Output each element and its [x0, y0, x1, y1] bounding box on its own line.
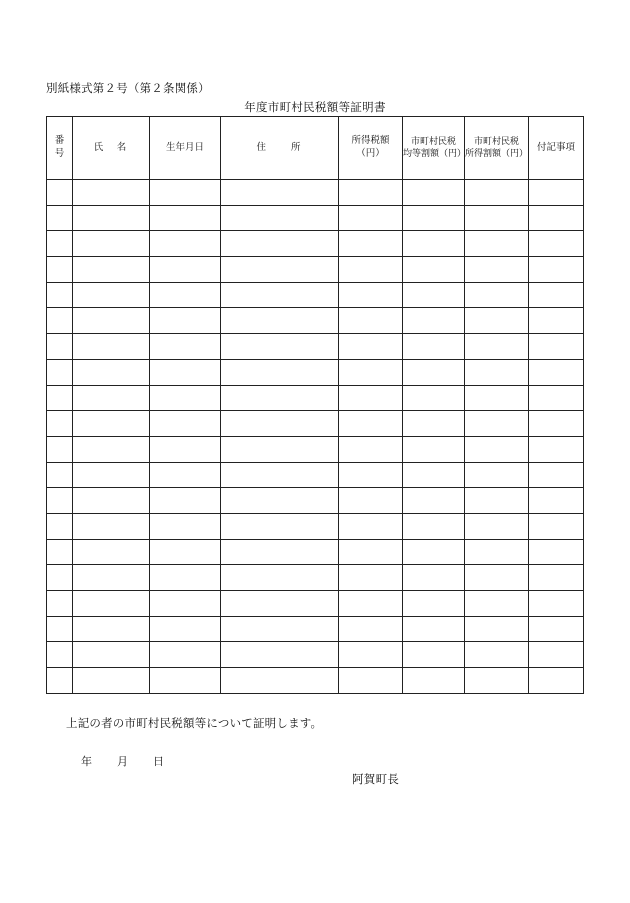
col-header-per-capita-levy: [403, 117, 465, 180]
table-cell: [465, 616, 529, 642]
table-cell: [529, 591, 584, 617]
table-cell: [221, 411, 339, 437]
table-cell: [465, 308, 529, 334]
table-cell: [339, 616, 403, 642]
table-row: [47, 513, 584, 539]
table-cell: [221, 180, 339, 206]
table-cell: [339, 334, 403, 360]
table-cell: [465, 488, 529, 514]
table-cell: [403, 513, 465, 539]
table-cell: [73, 436, 150, 462]
table-cell: [47, 642, 73, 668]
table-cell: [403, 334, 465, 360]
table-cell: [73, 385, 150, 411]
table-cell: [47, 205, 73, 231]
table-cell: [403, 359, 465, 385]
header-line: 生年月日: [165, 141, 204, 153]
table-cell: [47, 385, 73, 411]
table-cell: [339, 513, 403, 539]
table-cell: [529, 282, 584, 308]
table-cell: [150, 642, 221, 668]
table-cell: [339, 436, 403, 462]
table-row: [47, 231, 584, 257]
date-day-label: 日: [153, 755, 164, 768]
table-cell: [465, 436, 529, 462]
table-row: [47, 205, 584, 231]
header-line: 均等割額（円）: [403, 149, 467, 159]
table-cell: [465, 462, 529, 488]
table-cell: [403, 205, 465, 231]
table-row: [47, 539, 584, 565]
col-header-remarks: [529, 117, 584, 180]
header-line: 番: [54, 135, 65, 147]
table-cell: [529, 411, 584, 437]
table-cell: [73, 488, 150, 514]
table-cell: [221, 231, 339, 257]
table-cell: [221, 257, 339, 283]
table-cell: [73, 282, 150, 308]
table-cell: [221, 668, 339, 694]
table-row: [47, 257, 584, 283]
table-cell: [221, 488, 339, 514]
date-year-label: 年: [81, 755, 92, 768]
table-cell: [73, 616, 150, 642]
table-cell: [150, 565, 221, 591]
table-cell: [150, 616, 221, 642]
table-cell: [403, 231, 465, 257]
table-cell: [339, 462, 403, 488]
table-cell: [47, 591, 73, 617]
header-line: 号: [54, 148, 65, 159]
table-cell: [339, 411, 403, 437]
table-cell: [465, 334, 529, 360]
document-title: 年度市町村民税額等証明書: [244, 100, 386, 114]
col-header-birthdate: [150, 117, 221, 180]
header-line: 市町村民税: [473, 136, 519, 147]
table-row: [47, 385, 584, 411]
table-cell: [465, 231, 529, 257]
table-cell: [150, 359, 221, 385]
table-row: [47, 308, 584, 334]
table-cell: [339, 282, 403, 308]
table-cell: [150, 257, 221, 283]
table-cell: [150, 539, 221, 565]
table-cell: [150, 488, 221, 514]
table-cell: [465, 668, 529, 694]
table-cell: [150, 411, 221, 437]
header-line: 所得割額（円）: [465, 149, 529, 159]
table-cell: [465, 539, 529, 565]
table-cell: [221, 642, 339, 668]
header-line: 所得税額: [351, 135, 390, 147]
table-cell: [73, 205, 150, 231]
table-cell: [47, 231, 73, 257]
table-cell: [150, 436, 221, 462]
table-cell: [221, 539, 339, 565]
table-cell: [529, 539, 584, 565]
table-cell: [339, 488, 403, 514]
table-cell: [47, 334, 73, 360]
table-cell: [403, 385, 465, 411]
table-cell: [529, 616, 584, 642]
table-cell: [529, 205, 584, 231]
col-header-name: [73, 117, 150, 180]
table-cell: [73, 668, 150, 694]
col-header-address: [221, 117, 339, 180]
table-cell: [403, 282, 465, 308]
table-cell: [403, 616, 465, 642]
table-cell: [465, 642, 529, 668]
table-cell: [47, 565, 73, 591]
date-line: [81, 753, 164, 769]
table-cell: [465, 565, 529, 591]
table-cell: [339, 565, 403, 591]
table-cell: [339, 668, 403, 694]
table-cell: [221, 282, 339, 308]
table-cell: [47, 308, 73, 334]
table-cell: [529, 385, 584, 411]
table-row: [47, 668, 584, 694]
table-cell: [73, 513, 150, 539]
col-header-number: [47, 117, 73, 180]
table-cell: [339, 539, 403, 565]
table-cell: [403, 591, 465, 617]
table-cell: [73, 591, 150, 617]
table-row: [47, 180, 584, 206]
table-row: [47, 436, 584, 462]
table-cell: [529, 308, 584, 334]
table-cell: [150, 668, 221, 694]
table-cell: [150, 231, 221, 257]
table-cell: [339, 385, 403, 411]
table-cell: [529, 257, 584, 283]
table-cell: [339, 642, 403, 668]
table-cell: [339, 359, 403, 385]
table-cell: [339, 231, 403, 257]
table-cell: [403, 257, 465, 283]
certification-statement: 上記の者の市町村民税額等について証明します。: [66, 716, 323, 730]
table-cell: [73, 565, 150, 591]
header-line: 付記事項: [536, 141, 575, 153]
table-cell: [529, 180, 584, 206]
table-cell: [73, 539, 150, 565]
table-cell: [47, 180, 73, 206]
table-cell: [465, 359, 529, 385]
table-cell: [339, 591, 403, 617]
table-cell: [47, 539, 73, 565]
table-cell: [529, 565, 584, 591]
table-cell: [221, 462, 339, 488]
table-cell: [529, 488, 584, 514]
table-cell: [150, 334, 221, 360]
table-cell: [339, 180, 403, 206]
table-cell: [403, 642, 465, 668]
table-cell: [465, 411, 529, 437]
table-cell: [465, 257, 529, 283]
table-row: [47, 411, 584, 437]
table-cell: [150, 282, 221, 308]
table-cell: [150, 385, 221, 411]
table-cell: [465, 591, 529, 617]
table-row: [47, 488, 584, 514]
date-month-label: 月: [117, 755, 128, 768]
table-cell: [529, 642, 584, 668]
table-cell: [73, 334, 150, 360]
table-cell: [73, 462, 150, 488]
table-cell: [221, 308, 339, 334]
table-cell: [529, 462, 584, 488]
header-line: 市町村民税: [410, 136, 456, 147]
table-cell: [339, 257, 403, 283]
table-cell: [73, 231, 150, 257]
table-body: [47, 180, 584, 694]
table-cell: [73, 642, 150, 668]
table-row: [47, 642, 584, 668]
certificate-table: [46, 116, 584, 694]
table-cell: [73, 411, 150, 437]
table-cell: [529, 359, 584, 385]
table-cell: [403, 180, 465, 206]
header-line: 住 所: [256, 141, 303, 153]
table-cell: [465, 180, 529, 206]
form-identifier: 別紙様式第２号（第２条関係）: [46, 81, 210, 95]
table-cell: [403, 436, 465, 462]
table-cell: [339, 308, 403, 334]
table-cell: [403, 539, 465, 565]
table-cell: [465, 385, 529, 411]
table-cell: [403, 462, 465, 488]
table-cell: [403, 411, 465, 437]
table-cell: [403, 488, 465, 514]
table-cell: [221, 334, 339, 360]
table-cell: [529, 436, 584, 462]
table-row: [47, 591, 584, 617]
table-cell: [150, 308, 221, 334]
table-cell: [221, 436, 339, 462]
issuer-signature: 阿賀町長: [352, 772, 400, 786]
table-cell: [465, 282, 529, 308]
table-cell: [73, 257, 150, 283]
header-line: 氏 名: [93, 141, 129, 153]
table-cell: [47, 436, 73, 462]
table-cell: [47, 411, 73, 437]
table-cell: [465, 513, 529, 539]
table-row: [47, 616, 584, 642]
table-row: [47, 462, 584, 488]
table-row: [47, 282, 584, 308]
table-cell: [47, 488, 73, 514]
table-cell: [150, 591, 221, 617]
table-row: [47, 334, 584, 360]
table-cell: [150, 462, 221, 488]
table-row: [47, 565, 584, 591]
table-cell: [47, 359, 73, 385]
table-row: [47, 359, 584, 385]
table-cell: [47, 257, 73, 283]
table-cell: [221, 591, 339, 617]
table-cell: [221, 616, 339, 642]
table-cell: [529, 668, 584, 694]
table-header-row: [47, 117, 584, 180]
table-cell: [47, 616, 73, 642]
table-cell: [47, 513, 73, 539]
table-cell: [403, 668, 465, 694]
table-cell: [221, 385, 339, 411]
table-cell: [150, 180, 221, 206]
table-cell: [339, 205, 403, 231]
table-cell: [221, 359, 339, 385]
table-cell: [47, 282, 73, 308]
table-cell: [73, 308, 150, 334]
table-cell: [73, 359, 150, 385]
table-cell: [150, 513, 221, 539]
table-cell: [221, 513, 339, 539]
table-cell: [529, 231, 584, 257]
table-cell: [529, 513, 584, 539]
col-header-income-tax: [339, 117, 403, 180]
table-cell: [221, 205, 339, 231]
header-line: （円）: [356, 148, 385, 159]
table-cell: [403, 308, 465, 334]
table-cell: [403, 565, 465, 591]
table-cell: [529, 334, 584, 360]
table-cell: [465, 205, 529, 231]
table-cell: [47, 462, 73, 488]
table-cell: [221, 565, 339, 591]
table-cell: [150, 205, 221, 231]
table-cell: [73, 180, 150, 206]
col-header-income-levy: [465, 117, 529, 180]
table-cell: [47, 668, 73, 694]
